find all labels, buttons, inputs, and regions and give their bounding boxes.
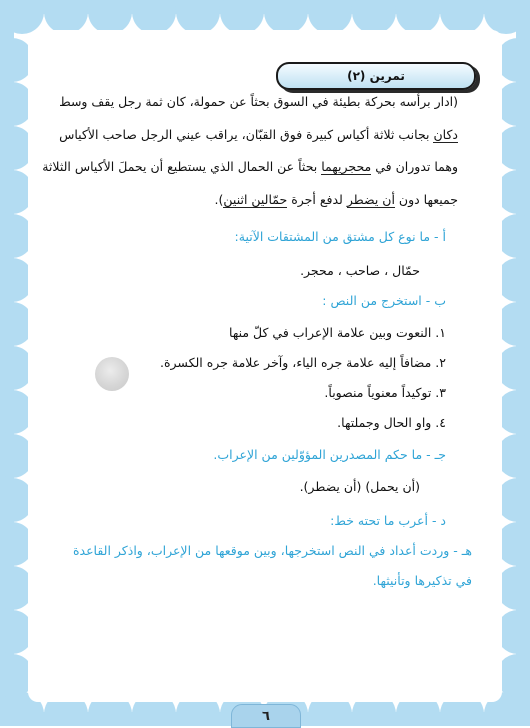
question-d-label: د - أعرب ما تحته خط: (330, 513, 446, 528)
question-b-label: ب - استخرج من النص : (322, 293, 446, 308)
question-c-label: جـ - ما حكم المصدرين المؤوّلين من الإعراب. (213, 447, 446, 462)
underlined-word: محجريهما (321, 159, 372, 174)
question-b-item-4: ٤. واو الحال وجملتها. (337, 415, 446, 430)
paragraph-text: وهما تدوران في (371, 159, 458, 174)
underlined-word: دكان (433, 127, 458, 142)
question-e-line-2: في تذكيرها وتأنيثها. (372, 573, 472, 588)
paragraph-line-3 (28, 157, 458, 177)
question-c-items: (أن يحمل) (أن يضطر). (299, 479, 420, 494)
paragraph-text: جميعها دون (394, 192, 458, 207)
question-b-item-3: ٣. توكيداً معنوياً منصوباً. (324, 385, 446, 400)
page-number: ٦ (231, 704, 301, 728)
paragraph-line-1: (ادار برأسه بحركة بطيئة في السوق بحثاً عن حمولة، كان ثمة رجل يقف وسط (59, 94, 458, 109)
paragraph-line-4 (28, 190, 458, 210)
question-e-line-1: هـ - وردت أعداد في النص استخرجها، وبين موقعها من الإعراب، واذكر القاعدة (72, 543, 472, 558)
exercise-title: تمرين (٢) (276, 62, 476, 90)
underlined-word: حمّالين اثنين (223, 192, 288, 207)
question-a-label: أ - ما نوع كل مشتق من المشتقات الآتية: (234, 229, 446, 244)
question-a-items: حمّال ، صاحب ، محجر. (300, 263, 420, 278)
decorative-circle (95, 357, 129, 391)
paragraph-text: بحثاً عن الحمال الذي يستطيع أن يحملَ الأكياس الثلاثة (42, 159, 322, 174)
question-b-item-1: ١. النعوت وبين علامة الإعراب في كلّ منها (229, 325, 446, 340)
paragraph-line-2 (28, 125, 458, 145)
paragraph-text: بجانب ثلاثة أكياس كبيرة فوق القبّان، يراقب عيني الرجل صاحب الأكياس (59, 127, 434, 142)
question-b-item-2: ٢. مضافاً إليه علامة جره الياء، وآخر علامة جره الكسرة. (160, 355, 446, 370)
paragraph-text: لدفع أجرة (287, 192, 347, 207)
underlined-word: أن يضطر (346, 192, 395, 207)
paragraph-text: ). (214, 192, 224, 207)
